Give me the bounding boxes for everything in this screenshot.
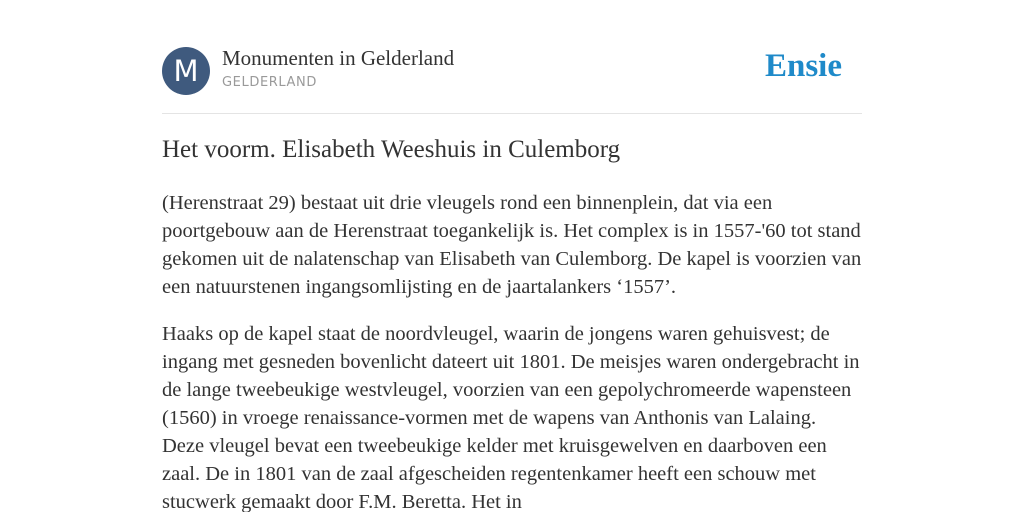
- source-avatar[interactable]: M: [162, 47, 210, 95]
- header-divider: [162, 113, 862, 114]
- article-title: Het voorm. Elisabeth Weeshuis in Culemborg: [162, 136, 621, 163]
- article-paragraph-1: (Herenstraat 29) bestaat uit drie vleugels rond een binnenplein, dat via een poortgebouw aan de Herenstraat toegankelijk is. Het complex is in 1557-'60 tot stand gekomen uit de nalatenschap van Elisabeth van Culemborg. De kapel is voorzien van een natuurstenen ingangsomlijsting en de jaartalankers ‘1557’.: [162, 192, 862, 298]
- source-header: [162, 46, 862, 96]
- article-body: [162, 189, 862, 512]
- article-paragraph-2: Haaks op de kapel staat de noordvleugel, waarin de jongens waren gehuisvest; de ingang met gesneden bovenlicht dateert uit 1801. De meisjes waren ondergebracht in de lange tweebeukige westvleugel, voorzien van een gepolychromeerde wapensteen (1560) in vroege renaissance-vormen met de wapens van Anthonis van Lalaing. Deze vleugel bevat een tweebeukige kelder met kruisgewelven en daarboven een zaal. De in 1801 van de zaal afgescheiden regentenkamer heeft een schouw met stucwerk gemaakt door F.M. Beretta. Het in: [162, 323, 860, 512]
- source-category-link[interactable]: GELDERLAND: [222, 75, 317, 90]
- source-name-link[interactable]: Monumenten in Gelderland: [222, 46, 455, 70]
- brand-logo[interactable]: Ensie: [764, 48, 842, 84]
